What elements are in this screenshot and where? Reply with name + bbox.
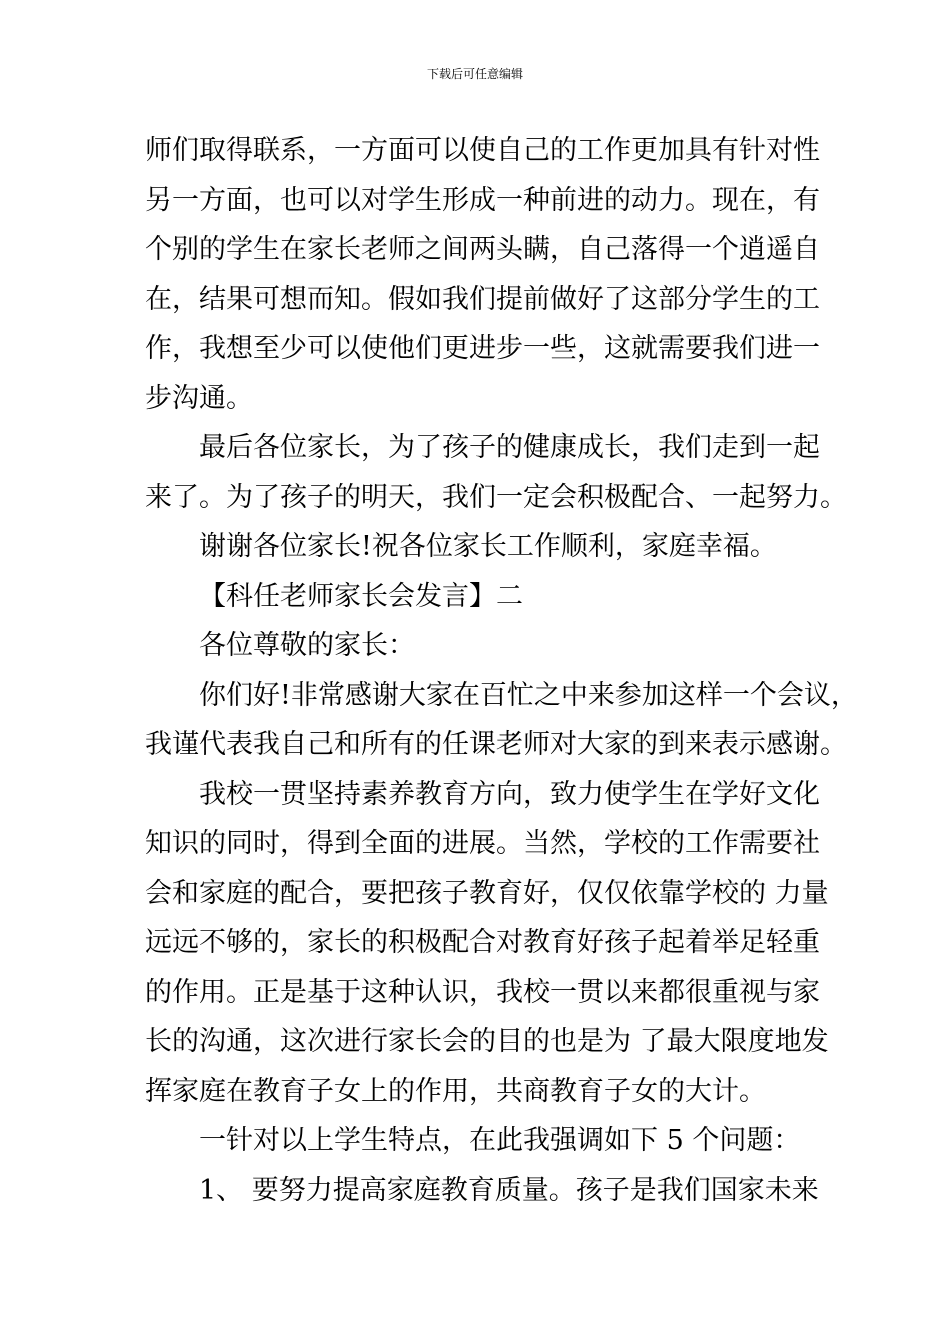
text-line: 另一方面，也可以对学生形成一种前进的动力。现在，有 [145,184,820,216]
section-heading: 【科任老师家长会发言】二 [199,580,523,612]
document-body [145,126,858,1215]
paragraph-start-line: 最后各位家长，为了孩子的健康成长，我们走到一起 [199,432,820,463]
text-line: 在，结果可想而知。假如我们提前做好了这部分学生的工 [145,283,820,315]
paragraph-start-line: 我校一贯坚持素养教育方向，致力使学生在学好文化 [199,778,820,810]
text-line: 作，我想至少可以使他们更进步一些，这就需要我们进一 [145,333,820,364]
text-line: 会和家庭的配合，要把孩子教育好，仅仅依靠学校的 力量 [145,877,829,909]
text-line: 远远不够的，家长的积极配合对教育好孩子起着举足轻重 [145,927,820,958]
paragraph-start-line: 你们好!非常感谢大家在百忙之中来参加这样一个会议， [199,679,858,711]
salutation: 各位尊敬的家长： [199,630,415,661]
text-line: 长的沟通，这次进行家长会的目的也是为 了最大限度地发 [145,1026,829,1057]
text-line: 师们取得联系，一方面可以使自己的工作更加具有针对性 [145,135,820,166]
page-header-note: 下载后可任意编辑 [426,67,523,81]
text-line: 知识的同时，得到全面的进展。当然，学校的工作需要社 [145,828,820,859]
text-line: 步沟通。 [145,382,253,414]
text-line: 我谨代表我自己和所有的任课老师对大家的到来表示感谢。 [145,729,847,760]
text-line: 来了。为了孩子的明天，我们一定会积极配合、一起努力。 [145,481,847,513]
text-line: 挥家庭在教育子女上的作用，共商教育子女的大计。 [145,1075,766,1107]
list-item-line: 1、 要努力提高家庭教育质量。孩子是我们国家未来 [199,1174,819,1206]
text-line: 的作用。正是基于这种认识，我校一贯以来都很重视与家 [145,976,820,1008]
paragraph-start-line: 谢谢各位家长!祝各位家长工作顺利，家庭幸福。 [199,531,777,562]
paragraph-start-line: 一针对以上学生特点，在此我强调如下 5 个问题： [199,1125,801,1156]
text-line: 个别的学生在家长老师之间两头瞒，自己落得一个逍遥自 [145,234,820,265]
